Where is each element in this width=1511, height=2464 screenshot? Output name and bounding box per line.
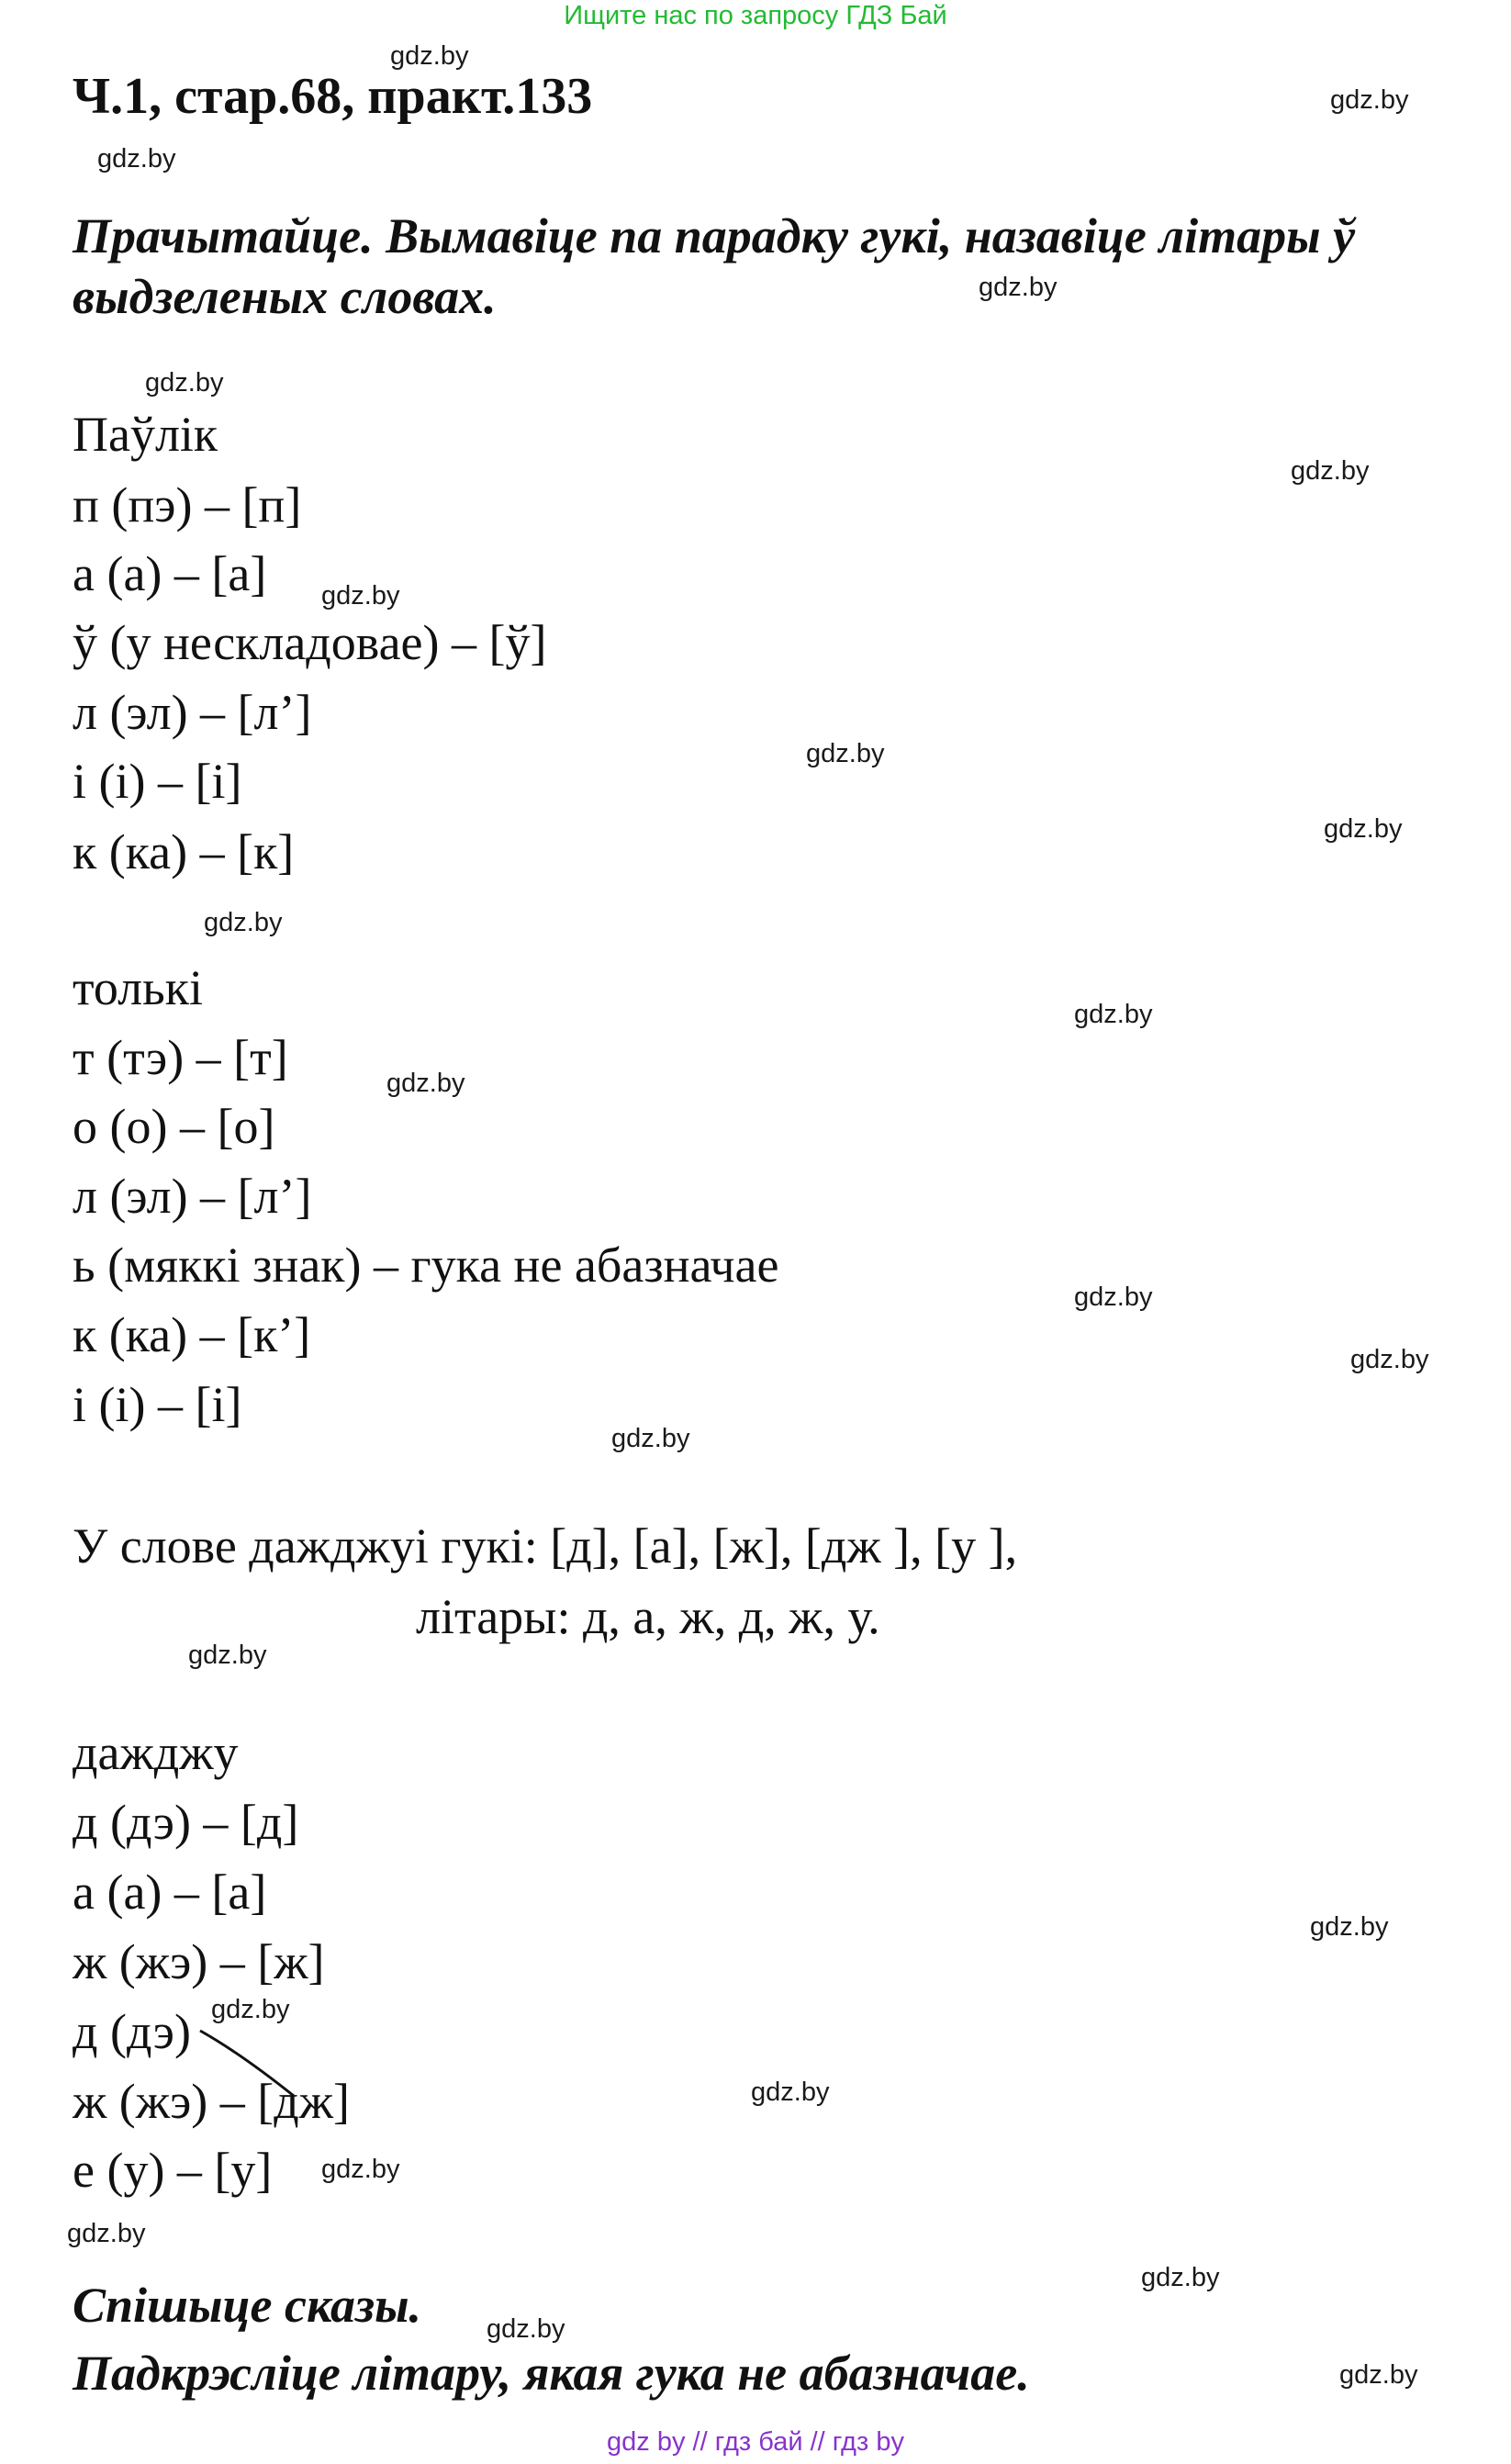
task-instruction-line-1: Прачытайце. Вымавіце па парадку гукі, назавіце літары ў	[73, 208, 1356, 263]
watermark: gdz.by	[204, 908, 283, 937]
watermark: gdz.by	[1339, 2360, 1418, 2390]
watermark: gdz.by	[1074, 1282, 1153, 1312]
word-paulik-line: ў (у нескладовае) – [ў]	[73, 615, 547, 670]
word-dazhdzhu-title: дажджу	[73, 1725, 239, 1780]
word-dazhdzhu-line: ж (жэ) – [дж]	[73, 2074, 351, 2129]
bottom-banner[interactable]: gdz by // гдз бай // гдз by	[607, 2427, 904, 2457]
watermark: gdz.by	[97, 144, 176, 174]
watermark: gdz.by	[321, 581, 400, 610]
exercise-title: Ч.1, стар.68, практ.133	[73, 68, 593, 125]
watermark: gdz.by	[188, 1641, 267, 1670]
word-paulik-line: л (эл) – [л’]	[73, 685, 312, 740]
watermark: gdz.by	[67, 2219, 146, 2248]
watermark: gdz.by	[1324, 814, 1403, 844]
word-paulik-title: Паўлік	[73, 407, 218, 462]
watermark: gdz.by	[390, 41, 469, 71]
watermark: gdz.by	[611, 1424, 690, 1453]
word-tolki-title: толькі	[73, 960, 203, 1015]
word-dazhdzhu-line: е (у) – [у]	[73, 2143, 273, 2198]
word-paulik-line: п (пэ) – [п]	[73, 477, 302, 532]
watermark: gdz.by	[1310, 1912, 1389, 1942]
watermark: gdz.by	[211, 1995, 290, 2024]
summary-sounds: У слове дажджуі гукі: [д], [а], [ж], [дж ], [у ],	[73, 1518, 1018, 1574]
task2-instruction-line-2: Падкрэсліце літару, якая гука не абазначае.	[73, 2346, 1030, 2401]
watermark: gdz.by	[1141, 2263, 1220, 2292]
watermark: gdz.by	[751, 2078, 830, 2107]
word-dazhdzhu-line: д (дэ) – [д]	[73, 1795, 299, 1850]
word-paulik-line: а (а) – [а]	[73, 546, 267, 601]
word-dazhdzhu-line: д (дэ)	[73, 2004, 191, 2059]
watermark: gdz.by	[1350, 1345, 1429, 1374]
word-tolki-line: о (о) – [о]	[73, 1099, 275, 1154]
watermark: gdz.by	[1074, 1000, 1153, 1029]
word-tolki-line: т (тэ) – [т]	[73, 1030, 288, 1085]
watermark: gdz.by	[145, 368, 224, 398]
word-dazhdzhu-line: а (а) – [а]	[73, 1865, 267, 1920]
task-instruction-line-2: выдзеленых словах.	[73, 269, 497, 324]
summary-letters: літары: д, а, ж, д, ж, у.	[416, 1589, 880, 1644]
watermark: gdz.by	[487, 2314, 565, 2344]
task2-instruction-line-1: Спішыце сказы.	[73, 2278, 422, 2333]
watermark: gdz.by	[1291, 456, 1370, 486]
watermark: gdz.by	[321, 2155, 400, 2184]
top-banner[interactable]: Ищите нас по запросу ГДЗ Бай	[564, 1, 947, 30]
word-tolki-line: і (і) – [і]	[73, 1377, 242, 1432]
word-paulik-line: і (і) – [і]	[73, 754, 242, 809]
word-tolki-line: л (эл) – [л’]	[73, 1169, 312, 1224]
watermark: gdz.by	[386, 1069, 465, 1098]
word-tolki-line: к (ка) – [к’]	[73, 1307, 311, 1362]
watermark: gdz.by	[1330, 85, 1409, 115]
word-paulik-line: к (ка) – [к]	[73, 824, 295, 879]
watermark: gdz.by	[806, 739, 885, 768]
word-tolki-line: ь (мяккі знак) – гука не абазначае	[73, 1238, 779, 1293]
watermark: gdz.by	[979, 273, 1058, 302]
word-dazhdzhu-line: ж (жэ) – [ж]	[73, 1934, 325, 1989]
